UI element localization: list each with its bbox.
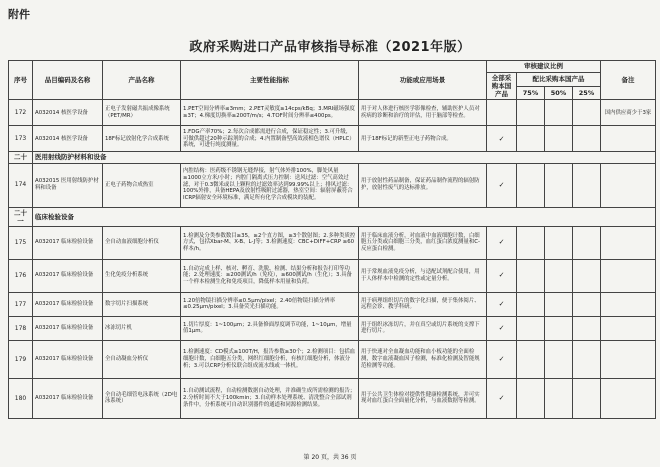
row-category: A032017 临床检验设备 — [33, 316, 103, 340]
row-p50 — [545, 100, 573, 126]
row-function: 用于病理组织切片的数字化扫描，便于集体阅片、远程会诊、教学科研。 — [359, 292, 487, 316]
table-row — [9, 316, 656, 340]
row-function: 用于公共卫生体检对提供性健康检测系统，并可实现对血红蛋白全面量化分析，与血液数据等检测。 — [359, 378, 487, 418]
row-p25 — [573, 259, 601, 292]
table-row — [9, 100, 656, 126]
row-p75 — [517, 226, 545, 259]
row-p25 — [573, 126, 601, 152]
row-indicators: 1.FDG产率70%；2.每次合成都需进行合成，保证稳定性；3.可升级，可做供超过20种示踪剂的合成；4.内置制备型高效液相色谱仪（HPLC）系统，可进行纯度测量。 — [181, 126, 359, 152]
row-product: 正电子药物合成热室 — [103, 163, 181, 207]
section-seq: 二十 — [9, 152, 33, 163]
row-p25 — [573, 226, 601, 259]
row-p50 — [545, 378, 573, 418]
row-all-check: ✓ — [487, 259, 517, 292]
row-seq: 177 — [9, 292, 33, 316]
header-domestic-partial: 配比采购本国产品 — [517, 73, 601, 87]
row-function: 用于常规血液免疫分析，与适配试剂配合使用，用于人体样本中检测的定性或定量分析。 — [359, 259, 487, 292]
row-category: A032017 临床检验设备 — [33, 226, 103, 259]
row-p25 — [573, 316, 601, 340]
row-product: 18F标记放射化学合成系统 — [103, 126, 181, 152]
header-remark: 备注 — [601, 61, 656, 100]
row-p50 — [545, 126, 573, 152]
row-indicators: 1.检测速度：CD模式≥100T/H，报告参数≥30个；2.检测项目：包括血细胞计数，白细胞五分类，网织红细胞分析，有核红细胞分析，体液分析；3.可以CRP分析仪联合组成流水线或一体机。 — [181, 340, 359, 378]
row-all-check: ✓ — [487, 126, 517, 152]
row-p50 — [545, 259, 573, 292]
header-domestic-all: 全部采购本国产品 — [487, 73, 517, 100]
section-row — [9, 152, 656, 163]
row-product: 全自动凝血分析仪 — [103, 340, 181, 378]
row-function: 用于快速对全血凝血功能和血小板功能的全面检测，数字血液凝血因子检测，标准化检测及智能规范检测等功能。 — [359, 340, 487, 378]
row-p25 — [573, 340, 601, 378]
section-title: 临床检验设备 — [33, 207, 656, 226]
page-footer: 第 20 页，共 36 页 — [303, 454, 357, 461]
header-p25: 25% — [573, 86, 601, 100]
row-all-check: ✓ — [487, 316, 517, 340]
row-seq: 178 — [9, 316, 33, 340]
row-product: 数字切片扫描系统 — [103, 292, 181, 316]
row-p75 — [517, 316, 545, 340]
row-category: A032017 临床检验设备 — [33, 292, 103, 316]
row-all-check: ✓ — [487, 163, 517, 207]
section-seq: 二十一 — [9, 207, 33, 226]
header-ratio-group: 审核建议比例 — [487, 61, 601, 73]
table-row — [9, 340, 656, 378]
row-p75 — [517, 163, 545, 207]
row-p25 — [573, 292, 601, 316]
row-seq: 172 — [9, 100, 33, 126]
row-p75 — [517, 340, 545, 378]
row-all-check: ✓ — [487, 340, 517, 378]
row-remark — [601, 292, 656, 316]
row-all-check: ✓ — [487, 292, 517, 316]
standards-table — [8, 60, 656, 419]
row-all-check: ✓ — [487, 226, 517, 259]
header-category: 品目编码及名称 — [33, 61, 103, 100]
row-product: 正电子发射磁共振成像系统（PET/MR） — [103, 100, 181, 126]
section-title: 医用射线防护材料和设备 — [33, 152, 656, 163]
annex-label: 附件 — [8, 8, 30, 21]
table-row — [9, 126, 656, 152]
table-row — [9, 226, 656, 259]
row-category: A032017 临床检验设备 — [33, 378, 103, 418]
header-function: 功能或应用场景 — [359, 61, 487, 100]
row-seq: 179 — [9, 340, 33, 378]
row-p25 — [573, 163, 601, 207]
row-all-check: ✓ — [487, 378, 517, 418]
row-p75 — [517, 126, 545, 152]
row-product: 全自动血液细胞分析仪 — [103, 226, 181, 259]
row-p50 — [545, 292, 573, 316]
header-indicators: 主要性能指标 — [181, 61, 359, 100]
table-row — [9, 378, 656, 418]
row-p75 — [517, 100, 545, 126]
row-remark: 国内供应商少于3家 — [601, 100, 656, 126]
row-p75 — [517, 259, 545, 292]
row-remark — [601, 378, 656, 418]
row-function: 用于18F标记的新型正电子药物合成。 — [359, 126, 487, 152]
row-p50 — [545, 316, 573, 340]
row-category: A032017 临床检验设备 — [33, 340, 103, 378]
row-product: 生化免疫分析系统 — [103, 259, 181, 292]
row-category: A032017 临床检验设备 — [33, 259, 103, 292]
header-p50: 50% — [545, 86, 573, 100]
row-p25 — [573, 378, 601, 418]
table-row — [9, 163, 656, 207]
header-product: 产品名称 — [103, 61, 181, 100]
row-remark — [601, 226, 656, 259]
row-p75 — [517, 378, 545, 418]
section-row — [9, 207, 656, 226]
document-title: 政府采购进口产品审核指导标准（2021年版） — [189, 40, 471, 55]
row-indicators: 1.PET空间分辨率≤3mm；2.PET灵敏度≥14cps/kBq；3.MRI磁场强度≥3T；4.梯度切换率≥200T/m/s；4.TOF时间分辨率≤400ps。 — [181, 100, 359, 126]
row-indicators: 1.20倍物镜扫描分辨率≤0.5μm/pixel；2.40倍物镜扫描分辨率≤0.25μm/pixel；3.具备荧光扫描功能。 — [181, 292, 359, 316]
row-indicators: 1.切片厚度：1~100μm；2.具备修面厚度调节功能，1~10μm，增量值1μm。 — [181, 316, 359, 340]
row-seq: 173 — [9, 126, 33, 152]
row-seq: 180 — [9, 378, 33, 418]
row-indicators: 内腔结构：医药级不锈钢无缝焊接，射气体外排100%，脚处风量≥1000立方米/小时；内腔门隔离式压力控制：送风过滤：空气高效过滤，对于0.3微米或以上颗粒的过滤效率达到99.99%以上；排风过滤：100%外排，具备HEPA及放射性吸附过滤器，热室空间：辐射屏蔽符合ICRP辐射安全环境标准，满足所有化学合成模块的装配。 — [181, 163, 359, 207]
row-p50 — [545, 226, 573, 259]
row-p25 — [573, 100, 601, 126]
row-indicators: 1.自动完成上样、核对、孵育、洗脱、检测、结果分析和报告打印等功能；2.处理速度：≥200测试/h（免疫），≥600测试/h（生化）；3.具备一个样本检测生化和免疫项目，降低样本用量和负荷。 — [181, 259, 359, 292]
row-function: 用于组织冰冻切片，并在真空或切片系统的支撑下进行切片。 — [359, 316, 487, 340]
row-product: 冰冻切片机 — [103, 316, 181, 340]
row-remark — [601, 126, 656, 152]
row-category: A032014 核医学设备 — [33, 126, 103, 152]
row-category: A032015 医用射线防护材料和设备 — [33, 163, 103, 207]
row-function: 用于临床血液分析，对血液中血液细胞计数，白细胞五分类或白细胞三分类，血红蛋白浓度测量和C-反应蛋白检测。 — [359, 226, 487, 259]
row-function: 用于放射性药品制备，保证药品制作流程的辐射防护，放射性废气的达标排放。 — [359, 163, 487, 207]
header-p75: 75% — [517, 86, 545, 100]
row-p75 — [517, 292, 545, 316]
row-all-check — [487, 100, 517, 126]
row-seq: 174 — [9, 163, 33, 207]
row-category: A032014 核医学设备 — [33, 100, 103, 126]
row-product: 全自动毛细管电泳系统（2D电泳系统） — [103, 378, 181, 418]
row-indicators: 1.自动测试流程，自动检测数据自动处理，并准确生成所需检测的报告；2.分析时间不大于100kmin；3.自动样本处理系统、清洗整合全部试剂条件中，分析系统可自动识别器件的通道和同源检测结果。 — [181, 378, 359, 418]
table-row — [9, 292, 656, 316]
row-p50 — [545, 340, 573, 378]
row-seq: 176 — [9, 259, 33, 292]
row-remark — [601, 163, 656, 207]
row-indicators: 1.检测及分类参数数目≥35，≥2个直方图，≥3个散射图；2.多种类质控方式，包括Xbar-M、X-B、L-J等；3.检测速度：CBC+DIFF+CRP ≥60样本/h。 — [181, 226, 359, 259]
table-row — [9, 259, 656, 292]
row-seq: 175 — [9, 226, 33, 259]
row-function: 用于对人体进行核医学影像检查，辅助医护人员对疾病的诊断和治疗的评估，用于脑部等检查。 — [359, 100, 487, 126]
row-remark — [601, 259, 656, 292]
row-remark — [601, 316, 656, 340]
row-p50 — [545, 163, 573, 207]
row-remark — [601, 340, 656, 378]
header-seq: 序号 — [9, 61, 33, 100]
